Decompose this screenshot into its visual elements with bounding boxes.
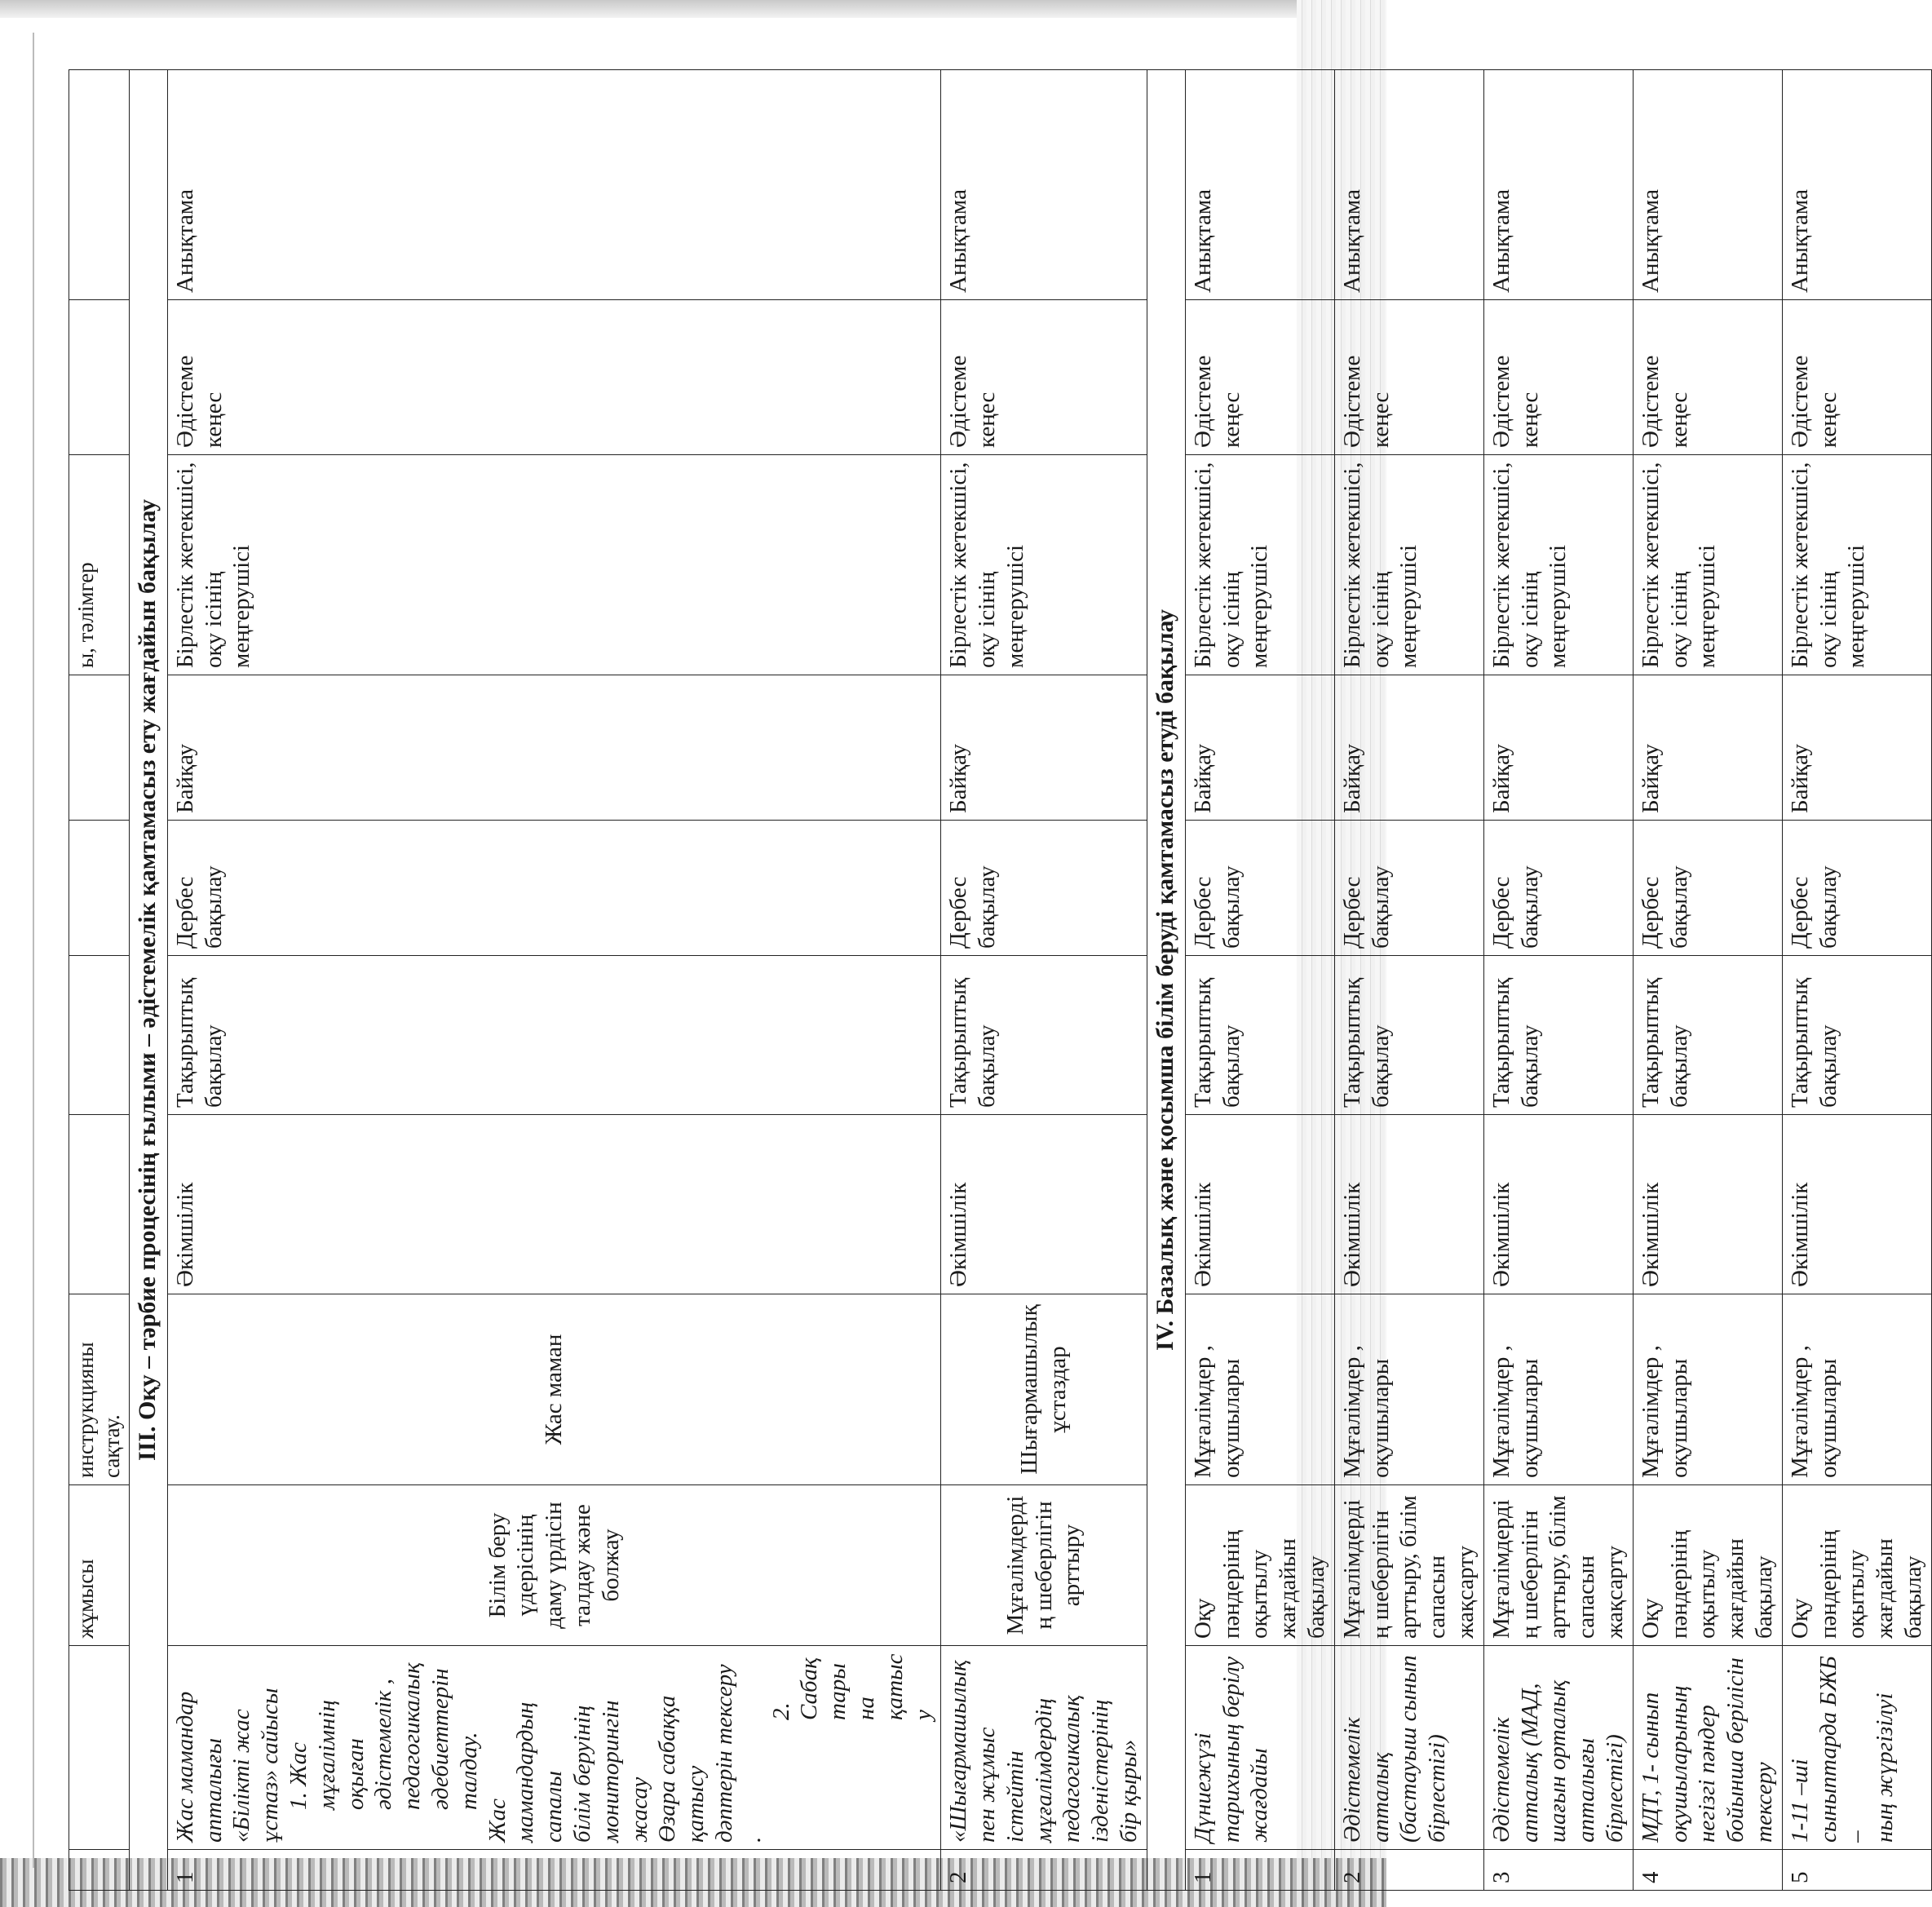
row-number: 1 [1185, 1850, 1334, 1891]
responsible-cell: Бірлестік жетекшісі, оқу ісінің меңгерушісі [1782, 455, 1931, 675]
method-cell: Дербес бақылау [1334, 821, 1483, 956]
technique-cell: Байқау [167, 675, 941, 821]
header-cell [69, 300, 130, 455]
section-title-row [129, 70, 167, 1891]
header-row [69, 70, 130, 1891]
where-cell: Әдістеме кеңес [1782, 300, 1931, 455]
row-number: 3 [1483, 1850, 1633, 1891]
event-line: Дүниежүзі тарихының берілу [1189, 1656, 1245, 1843]
event-line: жасау [626, 1776, 652, 1843]
event-line: 1. Жас мұғалімнің [285, 1700, 340, 1810]
result-cell: Анықтама [167, 70, 941, 300]
object-cell: Шығармашылық ұстаздар [941, 1294, 1147, 1485]
event-line: бірлестігі) [1602, 1734, 1629, 1843]
event-line: бір қыры» [1116, 1739, 1143, 1843]
event-line: білім беруінің мониторингін [568, 1700, 624, 1843]
form-cell: Тақырыптық бақылау [941, 956, 1147, 1115]
technique-cell: Байқау [1782, 675, 1931, 821]
header-cell-col3: жұмысы [69, 1485, 130, 1646]
event-line: Әдістемелік апталық (МАД, [1488, 1683, 1543, 1843]
event-line: ның жүргізілуі [1872, 1692, 1899, 1843]
goal-cell: Мұғалімдердің шеберлігін арттыру, білім сапасын жақсарту [1483, 1485, 1633, 1646]
event-line: педагогикалық әдебиеттерін [399, 1662, 453, 1810]
row-number: 1 [167, 1850, 941, 1891]
event-line: педагогикалық ізденістерінің [1059, 1695, 1114, 1843]
row-number: 2 [941, 1850, 1147, 1891]
result-cell: Анықтама [1782, 70, 1931, 300]
table-row [167, 70, 941, 1891]
event-line: Жас мамандар апталығы [171, 1691, 227, 1843]
header-cell [69, 70, 130, 300]
table-row [1334, 70, 1483, 1891]
event-line: «Шығармашылықпен жұмыс [945, 1660, 1001, 1843]
method-cell: Дербес бақылау [1782, 821, 1931, 956]
form-cell: Тақырыптық бақылау [1782, 956, 1931, 1115]
object-cell: Жас маман [167, 1294, 941, 1485]
row-number: 2 [1334, 1850, 1483, 1891]
kind-cell: Әкімшілік [1334, 1115, 1483, 1294]
header-cell [69, 821, 130, 956]
kind-cell: Әкімшілік [1782, 1115, 1931, 1294]
form-cell: Тақырыптық бақылау [1483, 956, 1633, 1115]
kind-cell: Әкімшілік [167, 1115, 941, 1294]
goal-cell: Оқу пәндерінің оқытылу жағдайын бақылау [1633, 1485, 1782, 1646]
section-title-row [1147, 70, 1185, 1891]
table-row [1782, 70, 1931, 1891]
rotated-document [69, 70, 1926, 1891]
table-row [1483, 70, 1633, 1891]
responsible-cell: Бірлестік жетекшісі, оқу ісінің меңгерушісі [167, 455, 941, 675]
header-cell [69, 675, 130, 821]
event-line: 2. Сабақтарына қатысу [767, 1653, 936, 1720]
where-cell: Әдістеме кеңес [941, 300, 1147, 455]
event-line: 1-11 –ші сыныптарда БЖБ – [1786, 1656, 1870, 1843]
kind-cell: Әкімшілік [941, 1115, 1147, 1294]
header-cell [69, 1850, 130, 1891]
event-cell [1334, 1646, 1483, 1850]
responsible-cell: Бірлестік жетекшісі, оқу ісінің меңгерушісі [941, 455, 1147, 675]
table-row [1185, 70, 1334, 1891]
where-cell: Әдістеме кеңес [1483, 300, 1633, 455]
event-line: Өзара сабаққа қатысу [654, 1695, 710, 1843]
section-title: ІІІ. Оқу – тәрбие процесінің ғылыми – әдістемелік қамтамасыз ету жағдайын бақылау [129, 70, 167, 1891]
result-cell: Анықтама [1633, 70, 1782, 300]
goal-cell: Мұғалімдердің шеберлігін арттыру, білім сапасын жақсарту [1334, 1485, 1483, 1646]
responsible-cell: Бірлестік жетекшісі, оқу ісінің меңгерушісі [1483, 455, 1633, 675]
object-cell: Мұғалімдер , оқушылары [1483, 1294, 1633, 1485]
form-cell: Тақырыптық бақылау [1334, 956, 1483, 1115]
section-title: ІV. Базалық және қосымша білім беруді қамтамасыз етуді бақылау [1147, 70, 1185, 1891]
event-cell [1483, 1646, 1633, 1850]
control-plan-table [69, 69, 1932, 1891]
goal-cell: Мұғалімдердің шеберлігін арттыру [941, 1485, 1147, 1646]
header-cell [69, 1646, 130, 1850]
header-cell [69, 956, 130, 1115]
event-line: бойынша берілісін тексеру [1722, 1657, 1778, 1843]
object-cell: Мұғалімдер , оқушылары [1633, 1294, 1782, 1485]
object-cell: Мұғалімдер , оқушылары [1334, 1294, 1483, 1485]
table-body [69, 70, 1932, 1891]
kind-cell: Әкімшілік [1633, 1115, 1782, 1294]
event-line: істейтін мұғалімдердің [1001, 1697, 1057, 1843]
event-line: «Білікті жас ұстаз» сайысы [228, 1688, 284, 1843]
goal-cell: Оқу пәндерінің оқытылу жағдайын бақылау [1185, 1485, 1334, 1646]
event-line: шағын орталық апталығы [1545, 1679, 1600, 1843]
event-cell [1185, 1646, 1334, 1850]
event-cell [1633, 1646, 1782, 1850]
object-cell: Мұғалімдер , оқушылары [1185, 1294, 1334, 1485]
event-line: Әдістемелік апталық [1338, 1717, 1394, 1843]
event-line: (бастауыш сынып бірлестігі) [1395, 1655, 1451, 1843]
event-cell [941, 1646, 1147, 1850]
result-cell: Анықтама [1334, 70, 1483, 300]
event-line: оқыған әдістемелік , [342, 1679, 397, 1810]
event-cell [167, 1646, 941, 1850]
event-line: Жас мамандардың сапалы [484, 1701, 568, 1843]
row-number: 4 [1633, 1850, 1782, 1891]
form-cell: Тақырыптық бақылау [167, 956, 941, 1115]
header-cell-col9: ы, тәлімгер [69, 455, 130, 675]
object-cell: Мұғалімдер , оқушылары [1782, 1294, 1931, 1485]
form-cell: Тақырыптық бақылау [1633, 956, 1782, 1115]
result-cell: Анықтама [1483, 70, 1633, 300]
header-cell-col4: инструкцияны сақтау. [69, 1294, 130, 1485]
event-line: дәптерін тексеру . [710, 1664, 766, 1843]
event-line: оқушыларының негізгі пәндер [1665, 1685, 1721, 1843]
method-cell: Дербес бақылау [167, 821, 941, 956]
kind-cell: Әкімшілік [1185, 1115, 1334, 1294]
result-cell: Анықтама [941, 70, 1147, 300]
kind-cell: Әкімшілік [1483, 1115, 1633, 1294]
where-cell: Әдістеме кеңес [167, 300, 941, 455]
goal-cell: Оқу пәндерінің оқытылу жағдайын бақылау [1782, 1485, 1931, 1646]
scan-edge-top [0, 0, 1386, 18]
header-cell [69, 1115, 130, 1294]
result-cell: Анықтама [1185, 70, 1334, 300]
goal-cell: Білім беру үдерісінің даму үрдісін талдау және болжау [167, 1485, 941, 1646]
event-line: жағдайы [1246, 1748, 1273, 1843]
event-line: МДТ, 1- сынып [1637, 1692, 1664, 1843]
event-line: талдау. [455, 1732, 482, 1810]
responsible-cell: Бірлестік жетекшісі, оқу ісінің меңгерушісі [1334, 455, 1483, 675]
technique-cell: Байқау [1334, 675, 1483, 821]
form-cell: Тақырыптық бақылау [1185, 956, 1334, 1115]
method-cell: Дербес бақылау [1483, 821, 1633, 956]
event-cell [1782, 1646, 1931, 1850]
technique-cell: Байқау [941, 675, 1147, 821]
where-cell: Әдістеме кеңес [1185, 300, 1334, 455]
table-row [941, 70, 1147, 1891]
where-cell: Әдістеме кеңес [1633, 300, 1782, 455]
where-cell: Әдістеме кеңес [1334, 300, 1483, 455]
table-row [1633, 70, 1782, 1891]
technique-cell: Байқау [1483, 675, 1633, 821]
method-cell: Дербес бақылау [941, 821, 1147, 956]
row-number: 5 [1782, 1850, 1931, 1891]
responsible-cell: Бірлестік жетекшісі, оқу ісінің меңгерушісі [1185, 455, 1334, 675]
method-cell: Дербес бақылау [1185, 821, 1334, 956]
method-cell: Дербес бақылау [1633, 821, 1782, 956]
technique-cell: Байқау [1633, 675, 1782, 821]
responsible-cell: Бірлестік жетекшісі, оқу ісінің меңгерушісі [1633, 455, 1782, 675]
technique-cell: Байқау [1185, 675, 1334, 821]
